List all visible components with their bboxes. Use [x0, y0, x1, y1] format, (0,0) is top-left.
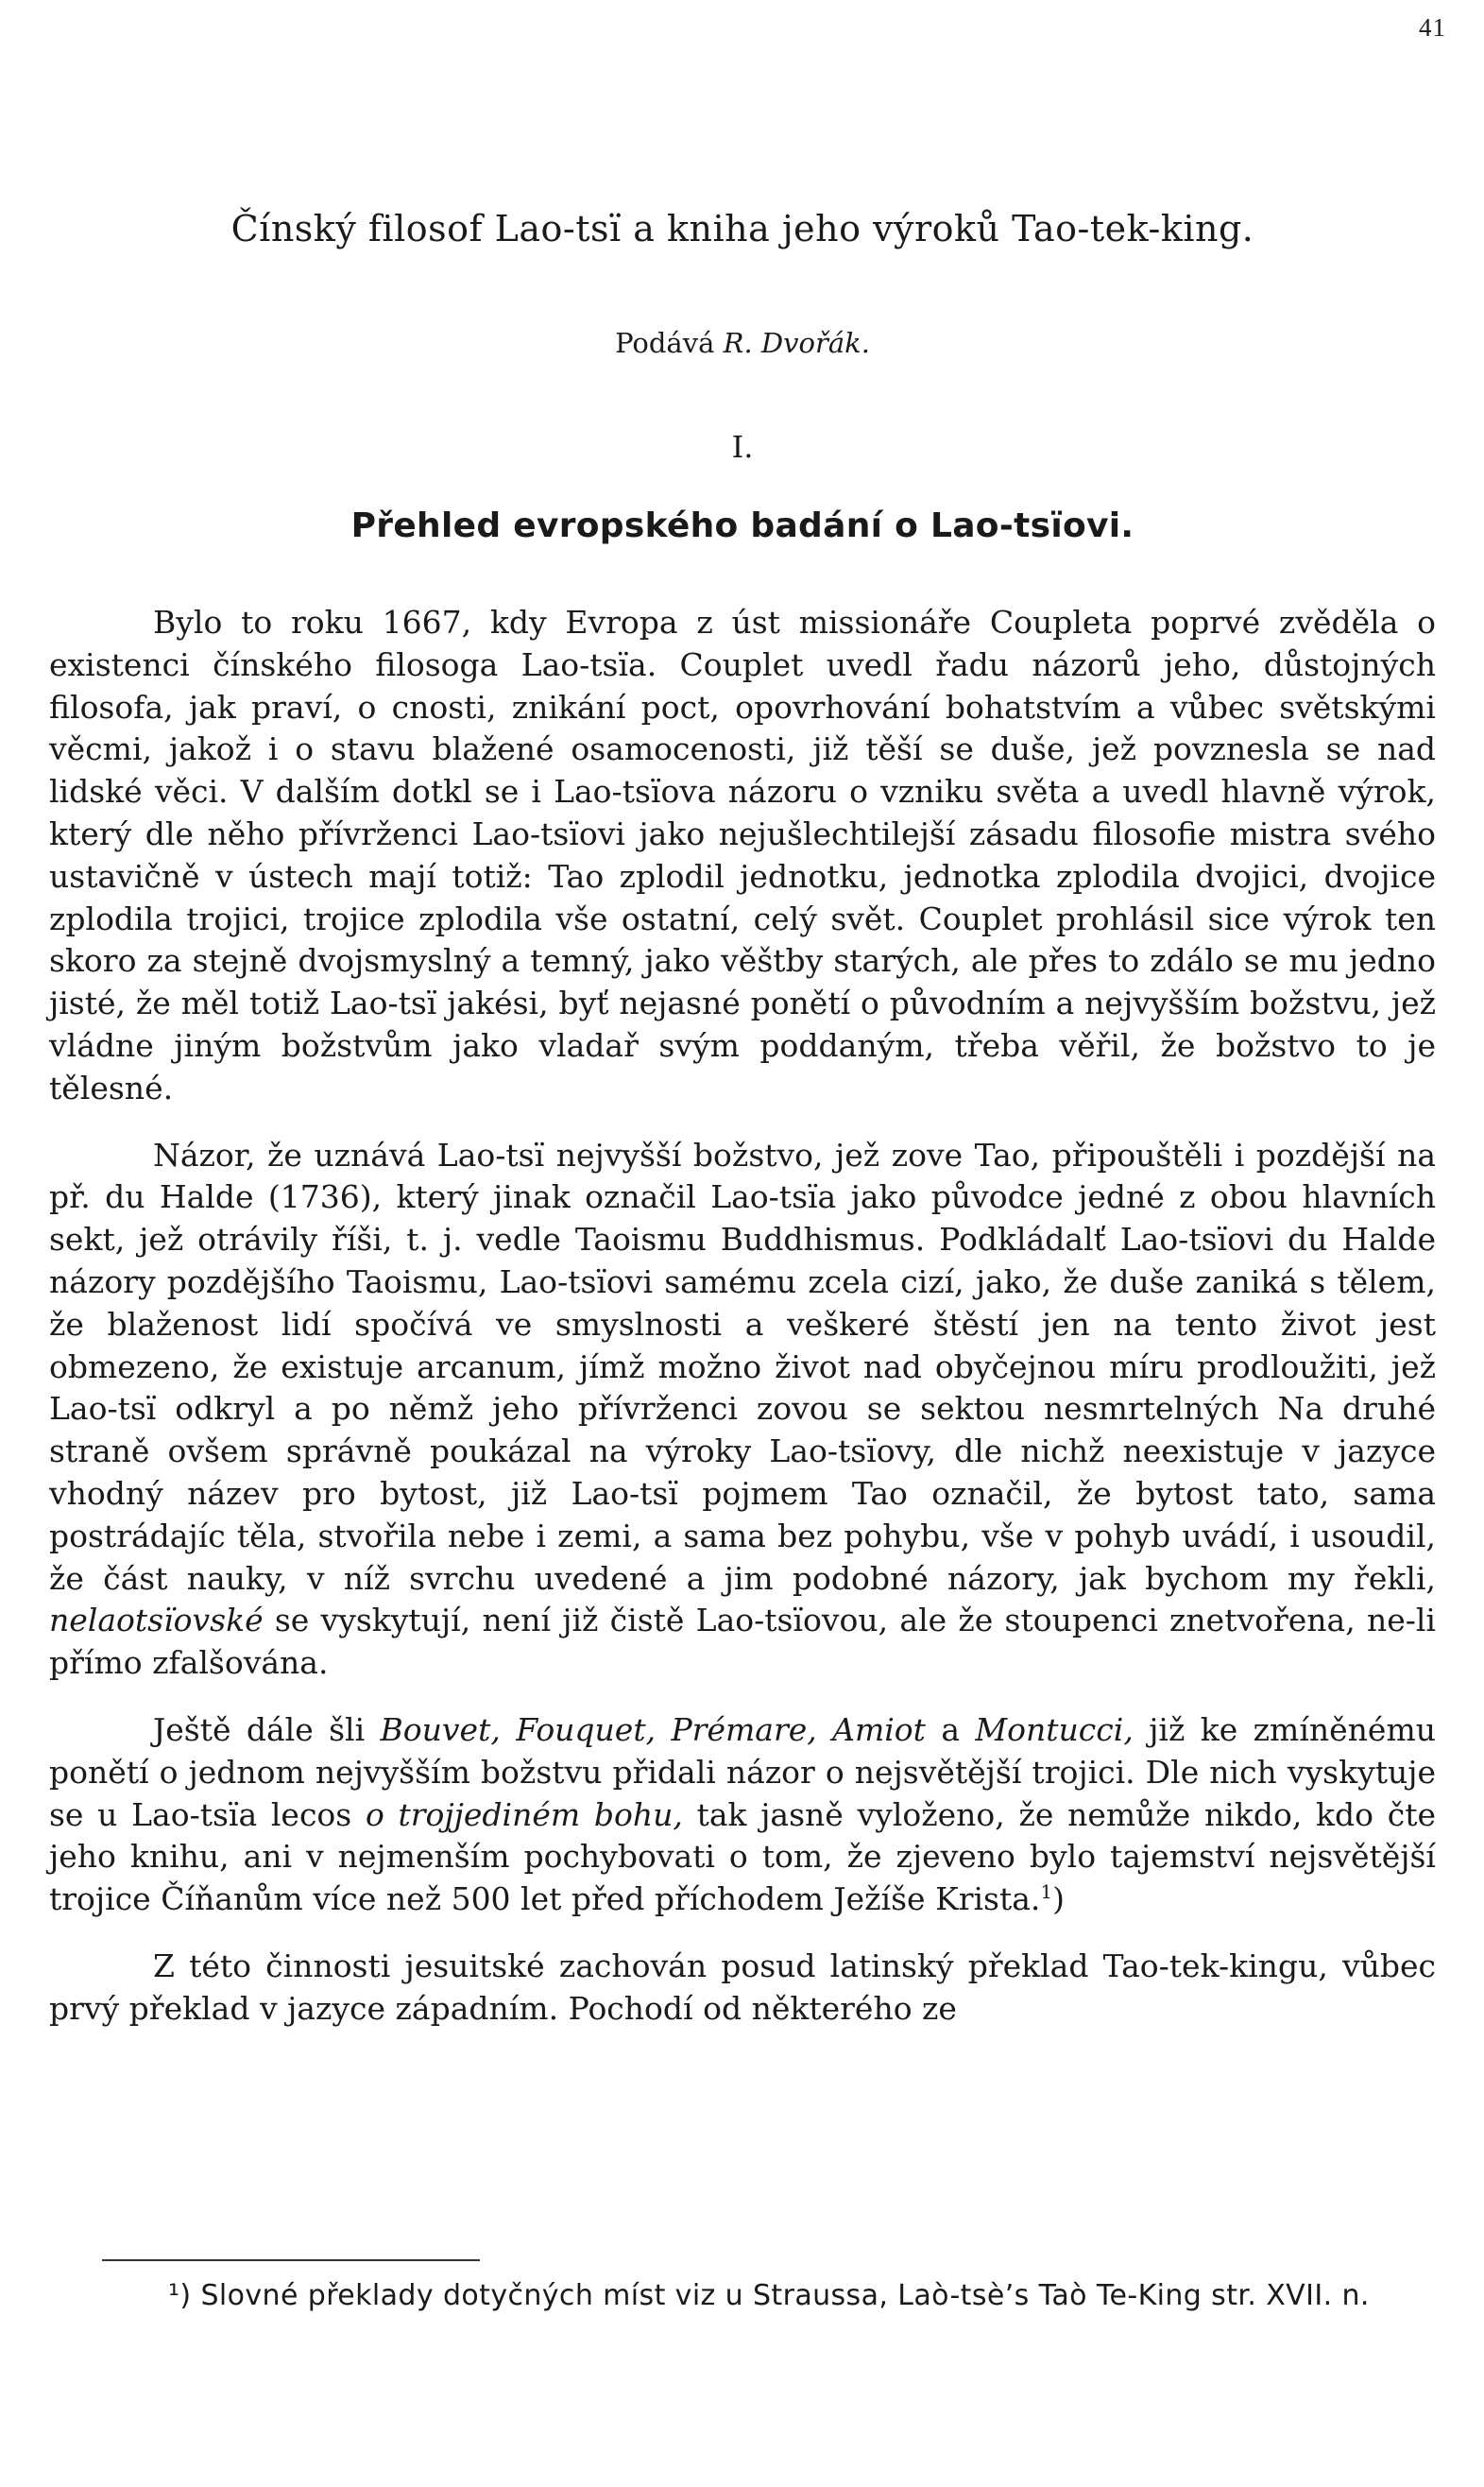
footnote — [49, 2275, 1436, 2317]
paragraph-3-part-a: Ještě dále šli — [153, 1710, 381, 1748]
footnote-reference[interactable]: 1 — [1040, 1880, 1053, 1904]
paragraph-3 — [49, 1709, 1436, 1921]
section-title: Přehled evropského badání o Lao-tsïovi. — [350, 506, 1134, 545]
paragraph-3-italic-trinity: o trojjediném bohu, — [365, 1795, 683, 1833]
footnote-divider — [102, 2259, 480, 2261]
paragraph-2 — [49, 1135, 1436, 1685]
paragraph-3-italic-montucci: Montucci, — [975, 1710, 1134, 1748]
paragraph-3-italic-names: Bouvet, Fouquet, Prémare, Amiot — [380, 1710, 926, 1748]
article-title: Čínský filosof Lao-tsï a kniha jeho výroků Tao-tek-king. — [230, 208, 1254, 249]
paragraph-4: Z této činnosti jesuitské zachován posud latinský překlad Tao-tek-kingu, vůbec prvý překlad v jazyce západním. Pochodí od některého ze — [49, 1947, 1436, 2027]
byline — [49, 327, 1436, 359]
paragraph-3-part-c: a — [925, 1710, 976, 1748]
footnote-text: Slovné překlady dotyčných míst viz u Straussa, Laò-tsè’s Taò Te-King str. XVII. n. — [191, 2279, 1370, 2312]
byline-author: R. Dvořák. — [723, 327, 870, 359]
footnote-marker: ¹) — [168, 2279, 192, 2312]
article — [49, 208, 1436, 2031]
byline-prefix: Podává — [615, 327, 724, 359]
paragraph-1: Bylo to roku 1667, kdy Evropa z úst missionáře Coupleta poprvé zvěděla o existenci čínského filosoga Lao-tsïa. Couplet uvedl řadu názorů jeho, důstojných filosofa, jak praví, o cnosti, znikání poct, opovrhování bohatstvím a vůbec světskými věcmi, jakož i o stavu blažené osamocenosti, již těší se duše, jež povznesla se nad lidské věci. V dalším dotkl se i Lao-tsïova názoru o vzniku světa a uvedl hlavně výrok, který dle něho přívrženci Lao-tsïovi jako nejušlechtilejší zásadu filosofie mistra svého ustavičně v ústech mají totiž: Tao zplodil jednotku, jednotka zplodila dvojici, dvojice zplodila trojici, trojice zplodila vše ostatní, celý svět. Couplet prohlásil sice výrok ten skoro za stejně dvojsmyslný a temný, jako věštby starých, ale přes to zdálo se mu jedno jisté, že měl totiž Lao-tsï jakési, byť nejasné ponětí o původním a nejvyšším božstvu, jež vládne jiným božstvům jako vladař svým poddaným, třeba věřil, že božstvo to je tělesné. — [49, 604, 1436, 1106]
paragraph-2-part-a: Názor, že uznává Lao-tsï nejvyšší božstvo, jež zove Tao, připouštěli i pozdější na př. du Halde (1736), který jinak označil Lao-tsïa jako původce jedné z obou hlavních sekt, jež otrávily říši, t. j. vedle Taoismu Buddhismus. Podkládalť Lao-tsïovi du Halde názory pozdějšího Taoismu, Lao-tsïovi samému zcela cizí, jako, že duše zaniká s tělem, že blaženost lidí spočívá ve smyslnosti a veškeré štěstí jen na tento život jest obmezeno, že existuje arcanum, jímž možno život nad obyčejnou míru prodloužiti, jež Lao-tsï odkryl a po němž jeho přívrženci zovou se sektou nesmrtelných Na druhé straně ovšem správně poukázal na výroky Lao-tsïovy, dle nichž neexistuje v jazyce vhodný název pro bytost, již Lao-tsï pojmem Tao označil, že bytost tato, sama postrádajíc těla, stvořila nebe i zemi, a sama bez pohybu, vše v pohyb uvádí, i usoudil, že část nauky, v níž svrchu uvedené a jim podobné názory, jak bychom my řekli, — [49, 1136, 1436, 1597]
paragraph-2-part-c: se vyskytují, není již čistě Lao-tsïovou, ale že stoupenci znetvořena, ne-li přímo zfalšována. — [49, 1602, 1436, 1682]
body-text — [49, 602, 1436, 2031]
paragraph-3-part-g: tak jasně vyloženo, že nemůže nikdo, kdo čte jeho knihu, ani v nejmenším pochybovati o tom, že zjeveno bylo tajemství nejsvětější trojice Číňanům více než 500 let před příchodem Ježíše Krista. — [49, 1795, 1436, 1918]
page-number: 41 — [1419, 13, 1446, 42]
paragraph-3-part-h: ) — [1052, 1880, 1066, 1918]
paragraph-3-part-e: již ke zmíněnému ponětí o jednom nejvyšším božstvu přidali názor o nejsvětější trojici. Dle nich vyskytuje se u Lao-tsïa lecos — [49, 1710, 1436, 1833]
section-number: I. — [731, 429, 754, 465]
paragraph-2-italic-term: nelaotsïovské — [49, 1602, 264, 1639]
